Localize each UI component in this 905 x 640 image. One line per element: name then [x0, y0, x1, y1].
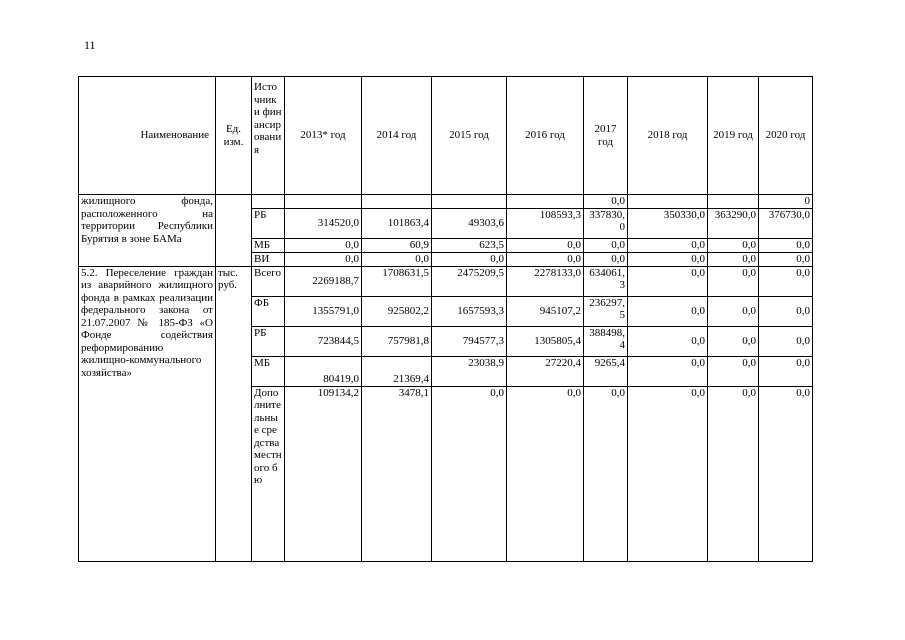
value-cell: 0,0: [759, 356, 813, 386]
value-cell: 925802,2: [362, 296, 432, 326]
value-cell: 0,0: [759, 386, 813, 561]
source-cell: [252, 195, 285, 209]
block1-name: жилищного фонда, расположенного на территории Республики Бурятия в зоне БАМа: [79, 195, 216, 267]
value-cell: 376730,0: [759, 208, 813, 238]
value-cell: [708, 195, 759, 209]
value-cell: 0,0: [584, 238, 628, 252]
header-2013: 2013* год: [285, 77, 362, 195]
value-cell: 23038,9: [432, 356, 507, 386]
value-cell: 0,0: [584, 252, 628, 266]
value-cell: 757981,8: [362, 326, 432, 356]
value-cell: 0,0: [285, 238, 362, 252]
value-cell: 0,0: [628, 252, 708, 266]
value-cell: 1355791,0: [285, 296, 362, 326]
block2-unit: тыс. руб.: [216, 266, 252, 561]
value-cell: 0: [759, 195, 813, 209]
value-cell: 0,0: [507, 252, 584, 266]
value-cell: 0,0: [628, 386, 708, 561]
header-2015: 2015 год: [432, 77, 507, 195]
value-cell: 236297,5: [584, 296, 628, 326]
value-cell: 109134,2: [285, 386, 362, 561]
value-cell: 0,0: [759, 238, 813, 252]
value-cell: 9265,4: [584, 356, 628, 386]
value-cell: 794577,3: [432, 326, 507, 356]
header-2018: 2018 год: [628, 77, 708, 195]
value-cell: 0,0: [507, 386, 584, 561]
value-cell: [362, 195, 432, 209]
value-cell: 0,0: [584, 195, 628, 209]
value-cell: 101863,4: [362, 208, 432, 238]
value-cell: 0,0: [432, 386, 507, 561]
value-cell: 1708631,5: [362, 266, 432, 296]
table-row: [79, 266, 813, 296]
value-cell: 350330,0: [628, 208, 708, 238]
header-2019: 2019 год: [708, 77, 759, 195]
source-cell: РБ: [252, 208, 285, 238]
value-cell: 0,0: [708, 356, 759, 386]
value-cell: 1305805,4: [507, 326, 584, 356]
page-number: 11: [84, 38, 96, 52]
value-cell: 0,0: [362, 252, 432, 266]
value-cell: 0,0: [628, 238, 708, 252]
value-cell: 0,0: [759, 252, 813, 266]
value-cell: 0,0: [432, 252, 507, 266]
value-cell: 2278133,0: [507, 266, 584, 296]
value-cell: 634061,3: [584, 266, 628, 296]
block2-name: 5.2. Переселение граждан из аварийного жилищного фонда в рамках реализации федерального закона от 21.07.2007 № 185-ФЗ «О Фонде содействия реформированию жилищно-коммунального хозяйства»: [79, 266, 216, 561]
value-cell: 108593,3: [507, 208, 584, 238]
value-cell: 0,0: [708, 238, 759, 252]
header-source: Источники финансирования: [252, 77, 285, 195]
value-cell: 363290,0: [708, 208, 759, 238]
header-2014: 2014 год: [362, 77, 432, 195]
value-cell: 0,0: [628, 296, 708, 326]
value-cell: 945107,2: [507, 296, 584, 326]
budget-table: [78, 76, 813, 562]
source-cell: МБ: [252, 238, 285, 252]
source-cell: МБ: [252, 356, 285, 386]
value-cell: 0,0: [759, 266, 813, 296]
value-cell: 0,0: [708, 252, 759, 266]
value-cell: 2269188,7: [285, 266, 362, 296]
value-cell: 0,0: [708, 266, 759, 296]
source-cell: Всего: [252, 266, 285, 296]
value-cell: 623,5: [432, 238, 507, 252]
value-cell: 1657593,3: [432, 296, 507, 326]
block1-unit: [216, 195, 252, 267]
value-cell: [285, 195, 362, 209]
header-2017: 2017 год: [584, 77, 628, 195]
header-2016: 2016 год: [507, 77, 584, 195]
header-2020: 2020 год: [759, 77, 813, 195]
value-cell: 0,0: [628, 356, 708, 386]
value-cell: [507, 195, 584, 209]
value-cell: [628, 195, 708, 209]
header-row: [79, 77, 813, 195]
value-cell: 60,9: [362, 238, 432, 252]
value-cell: 337830,0: [584, 208, 628, 238]
header-unit: Ед. изм.: [216, 77, 252, 195]
value-cell: 723844,5: [285, 326, 362, 356]
header-name: Наименование: [79, 77, 216, 195]
value-cell: 0,0: [708, 386, 759, 561]
value-cell: 27220,4: [507, 356, 584, 386]
value-cell: 0,0: [628, 326, 708, 356]
value-cell: 0,0: [708, 296, 759, 326]
value-cell: 0,0: [584, 386, 628, 561]
value-cell: 80419,0: [285, 356, 362, 386]
value-cell: 0,0: [708, 326, 759, 356]
value-cell: 21369,4: [362, 356, 432, 386]
source-cell: РБ: [252, 326, 285, 356]
value-cell: 0,0: [507, 238, 584, 252]
value-cell: 49303,6: [432, 208, 507, 238]
value-cell: 2475209,5: [432, 266, 507, 296]
value-cell: 0,0: [628, 266, 708, 296]
value-cell: 0,0: [285, 252, 362, 266]
value-cell: 0,0: [759, 296, 813, 326]
value-cell: 388498,4: [584, 326, 628, 356]
source-cell: Дополнительные средства местного бю: [252, 386, 285, 561]
table-row: [79, 195, 813, 209]
value-cell: [432, 195, 507, 209]
value-cell: 3478,1: [362, 386, 432, 561]
value-cell: 0,0: [759, 326, 813, 356]
source-cell: ФБ: [252, 296, 285, 326]
value-cell: 314520,0: [285, 208, 362, 238]
source-cell: ВИ: [252, 252, 285, 266]
